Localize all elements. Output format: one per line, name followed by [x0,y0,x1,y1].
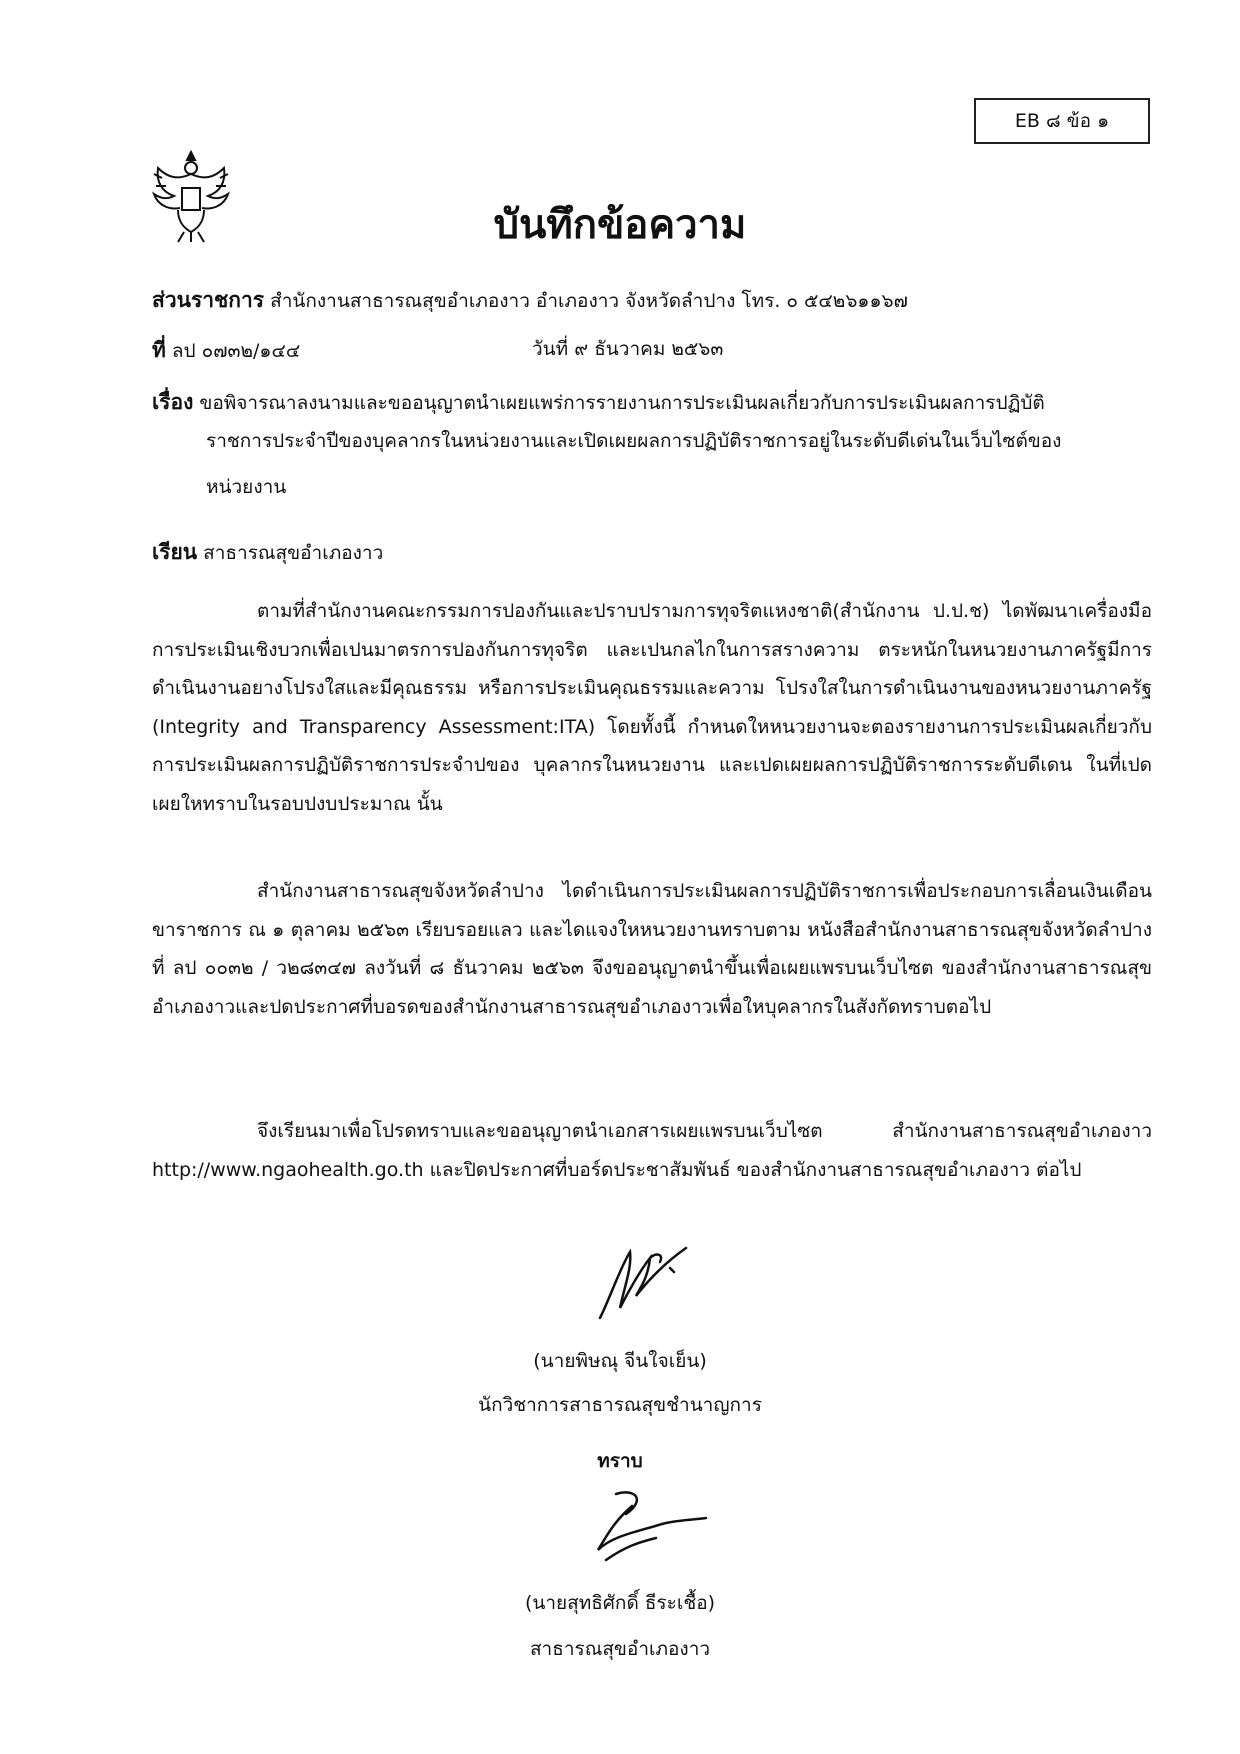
signature-2 [576,1480,716,1570]
date-value: ๙ ธันวาคม ๒๕๖๓ [574,338,724,360]
signer-1-position: นักวิชาการสาธารณสุขชำนาญการ [478,1394,762,1416]
date-line [532,334,723,364]
reference-code-box [974,98,1150,144]
subject-line [152,386,1045,419]
ref-number: ลป ๐๗๓๒/๑๔๔ [171,340,301,362]
paragraph-1-text: ตามที่สำนักงานคณะกรรมการปองกันและปราบปรามการทุจริตแหงชาติ(สำนักงาน ป.ป.ช) ไดพัฒนาเครื่องมือการประเมินเชิงบวกเพื่อเปนมาตรการปองกันการทุจริต และเปนกลไกในการสรางความ ตระหนักในหนวยงานภาครัฐมีการดำเนินงานอยางโปรงใสและมีคุณธรรม หรือการประเมินคุณธรรมและความ โปรงใสในการดำเนินงานของหนวยงานภาครัฐ (Integrity and Transparency Assessment:ITA) โดยทั้งนี้ กำหนดใหหนวยงานจะตองรายงานการประเมินผลเกี่ยวกับการประเมินผลการปฏิบัติราชการประจำปของ บุคลากรในหนวยงาน และเปดเผยผลการปฏิบัติราชการระดับดีเดน ในที่เปดเผยใหทราบในรอบปงบประมาณ นั้น [152,600,1152,815]
ref-label: ที่ [152,338,166,362]
addressee-line [152,536,383,569]
signer-2-position: สาธารณสุขอำเภองาว [529,1638,711,1660]
paragraph-3-text: จึงเรียนมาเพื่อโปรดทราบและขออนุญาตนำเอกสารเผยแพรบนเว็บไซต สำนักงานสาธารณสุขอำเภองาว http://www.ngaohealth.go.th และปิดประกาศที่บอร์ดประชาสัมพันธ์ ของสำนักงานสาธารณสุขอำเภองาว ต่อไป [152,1120,1152,1181]
paragraph-1 [152,592,1152,823]
subject-text-1: ขอพิจารณาลงนามและขออนุญาตนำเผยแพร่การรายงานการประเมินผลเกี่ยวกับการประเมินผลการปฏิบัติ [199,392,1045,414]
addressee-value: สาธารณสุขอำเภองาว [203,542,384,564]
agency-value: สำนักงานสาธารณสุขอำเภองาว อำเภองาว จังหวัดลำปาง โทร. ๐ ๕๔๒๖๑๑๖๗ [270,290,908,312]
acknowledge-label: ทราบ [597,1450,643,1472]
reference-code: EB ๘ ข้อ ๑ [1014,110,1110,132]
addressee-label: เรียน [152,540,198,564]
paragraph-3 [152,1112,1152,1189]
subject-text-2: ราชการประจำปีของบุคลากรในหน่วยงานและเปิดเผยผลการปฏิบัติราชการอยู่ในระดับดีเด่นในเว็บไซต์ของ [206,430,1062,452]
paragraph-2 [152,872,1152,1026]
signer-1-name: (นายพิษณุ จีนใจเย็น) [533,1350,707,1372]
reference-line [152,334,300,367]
date-label: วันที่ [532,338,569,360]
subject-text-3: หน่วยงาน [206,476,287,498]
agency-line [152,284,908,317]
document-title: บันทึกข้อความ [493,202,747,248]
signature-1 [590,1238,700,1328]
paragraph-2-text: สำนักงานสาธารณสุขจังหวัดลำปาง ไดดำเนินการประเมินผลการปฏิบัติราชการเพื่อประกอบการเลื่อนเงินเดือนขาราชการ ณ ๑ ตุลาคม ๒๕๖๓ เรียบรอยแลว และไดแจงใหหนวยงานทราบตาม หนังสือสำนักงานสาธารณสุขจังหวัดลำปาง ที่ ลป ๐๐๓๒ / ว๒๘๓๔๗ ลงวันที่ ๘ ธันวาคม ๒๕๖๓ จึงขออนุญาตนำขึ้นเพื่อเผยแพรบนเว็บไซต ของสำนักงานสาธารณสุขอำเภองาวและปดประกาศที่บอรดของสำนักงานสาธารณสุขอำเภองาวเพื่อใหบุคลากรในสังกัดทราบตอไป [152,880,1152,1018]
subject-label: เรื่อง [152,390,194,414]
agency-label: ส่วนราชการ [152,288,265,312]
signer-2-name: (นายสุทธิศักดิ์ ธีระเชื้อ) [524,1592,716,1614]
